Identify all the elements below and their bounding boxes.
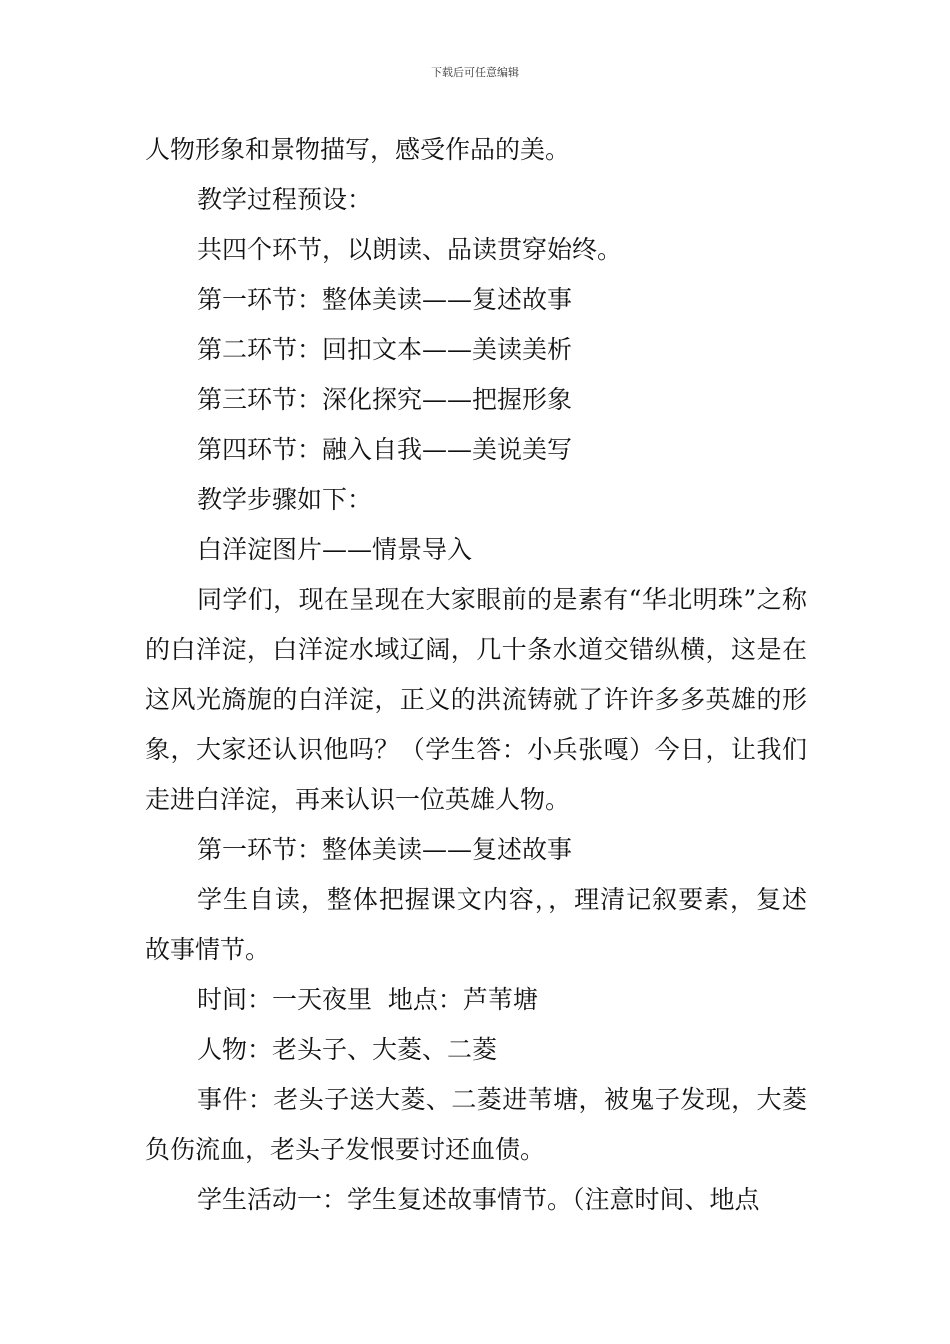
- page-header-note: 下载后可任意编辑: [431, 66, 519, 79]
- paragraph: 第三环节：深化探究——把握形象: [197, 385, 573, 414]
- paragraph: 事件：老头子送大菱、二菱进苇塘，被鬼子发现，大菱负伤流血，老头子发恨要讨还血债。: [145, 1085, 807, 1164]
- paragraph: 教学过程预设：: [197, 185, 373, 214]
- paragraph: 学生自读，整体把握课文内容，，理清记叙要素，复述故事情节。: [145, 885, 807, 964]
- paragraph: 第一环节：整体美读——复述故事: [197, 835, 573, 864]
- paragraph: 教学步骤如下：: [197, 485, 373, 514]
- paragraph: 第四环节：融入自我——美说美写: [197, 435, 573, 464]
- paragraph: 第一环节：整体美读——复述故事: [197, 285, 573, 314]
- paragraph: 人物形象和景物描写，感受作品的美。: [145, 135, 571, 164]
- document-body: [145, 125, 807, 1225]
- paragraph: 第二环节：回扣文本——美读美析: [197, 335, 573, 364]
- paragraph: 时间：一天夜里 地点：芦苇塘: [197, 985, 538, 1014]
- paragraph: 白洋淀图片——情景导入: [197, 535, 473, 564]
- paragraph: 同学们，现在呈现在大家眼前的是素有“华北明珠”之称的白洋淀，白洋淀水域辽阔，几十条水道交错纵横，这是在这风光旖旎的白洋淀，正义的洪流铸就了许许多多英雄的形象，大家还认识他吗？（学生答：小兵张嘎）今日，让我们走进白洋淀，再来认识一位英雄人物。: [145, 585, 807, 814]
- paragraph: 人物：老头子、大菱、二菱: [197, 1035, 498, 1064]
- paragraph: 共四个环节，以朗读、品读贯穿始终。: [197, 235, 623, 264]
- paragraph: 学生活动一：学生复述故事情节。（注意时间、地点: [197, 1185, 760, 1214]
